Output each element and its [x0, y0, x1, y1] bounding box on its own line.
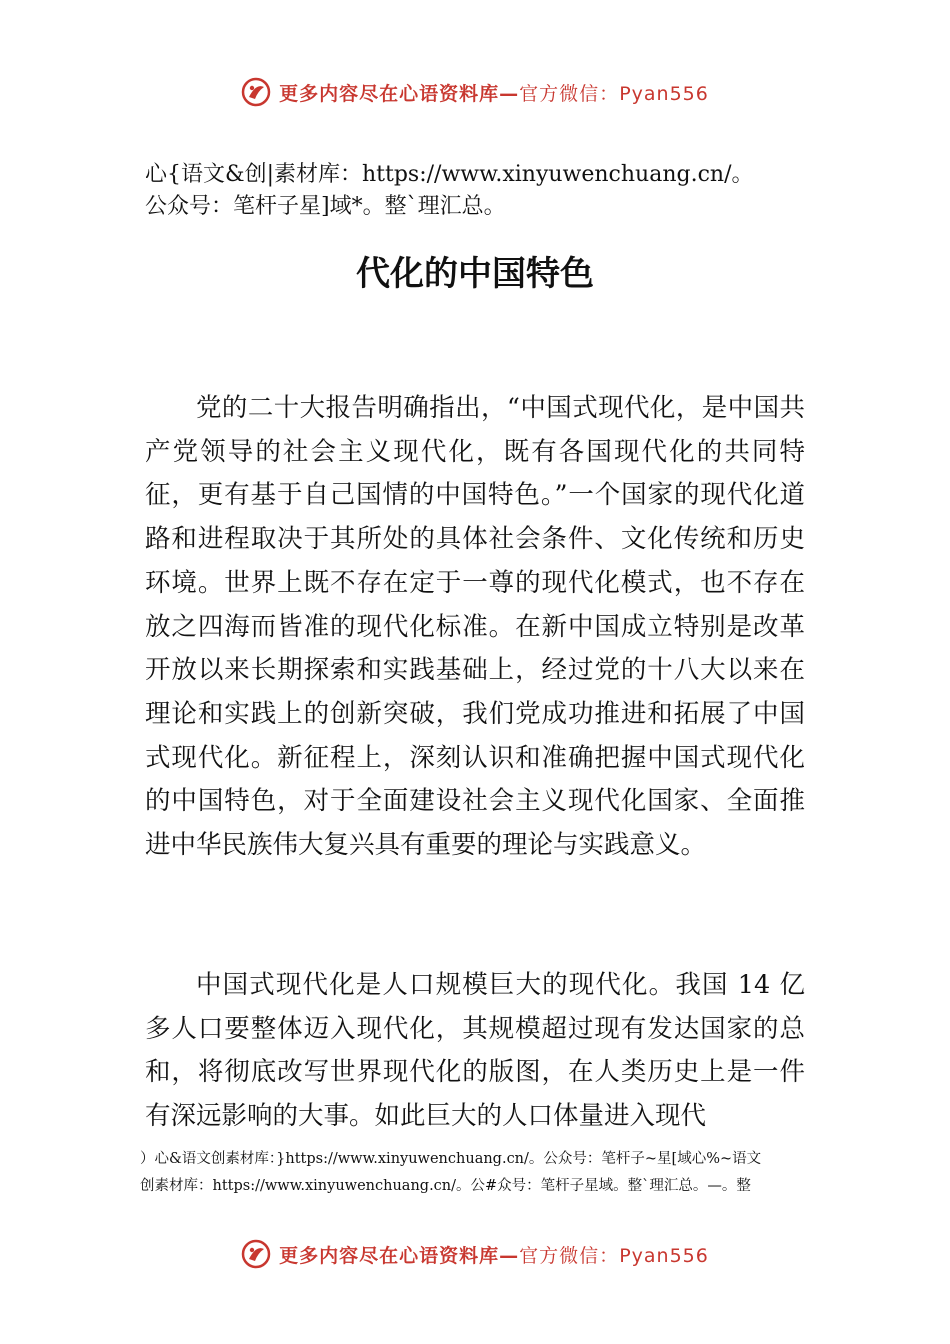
banner-text: 更多内容尽在心语资料库—官方微信：Pyan556	[279, 1244, 709, 1267]
logo-icon	[241, 77, 271, 107]
watermark-line-2: 公众号：笔杆子星]域*。整`理汇总。	[145, 194, 506, 219]
logo-icon	[241, 1239, 271, 1269]
banner-text: 更多内容尽在心语资料库—官方微信：Pyan556	[279, 82, 709, 105]
footer-watermark-line-2: 创素材库：https://www.xinyuwenchuang.cn/。公#众号：笔杆子星域。整`理汇总。—。整	[140, 1178, 751, 1194]
watermark-line-1: 心{语文&创|素材库：https://www.xinyuwenchuang.cn/。	[145, 162, 754, 187]
header-banner	[0, 70, 950, 114]
page-title: 代化的中国特色	[356, 254, 594, 294]
footer-banner	[0, 1232, 950, 1276]
paragraph-1: 党的二十大报告明确指出，“中国式现代化，是中国共产党领导的社会主义现代化，既有各国现代化的共同特征，更有基于自己国情的中国特色。”一个国家的现代化道路和进程取决于其所处的具体社会条件、文化传统和历史环境。世界上既不存在定于一尊的现代化模式，也不存在放之四海而皆准的现代化标准。在新中国成立特别是改革开放以来长期探索和实践基础上，经过党的十八大以来在理论和实践上的创新突破，我们党成功推进和拓展了中国式现代化。新征程上，深刻认识和准确把握中国式现代化的中国特色，对于全面建设社会主义现代化国家、全面推进中华民族伟大复兴具有重要的理论与实践意义。	[145, 393, 805, 861]
footer-watermark-line-1: ）心&语文创素材库：}https://www.xinyuwenchuang.cn/。公众号：笔杆子~星[域心%~语文	[140, 1151, 762, 1167]
paragraph-2: 中国式现代化是人口规模巨大的现代化。我国 14 亿多人口要整体迈入现代化，其规模超过现有发达国家的总和，将彻底改写世界现代化的版图，在人类历史上是一件有深远影响的大事。如此巨大的人口体量进入现代	[145, 970, 805, 1132]
